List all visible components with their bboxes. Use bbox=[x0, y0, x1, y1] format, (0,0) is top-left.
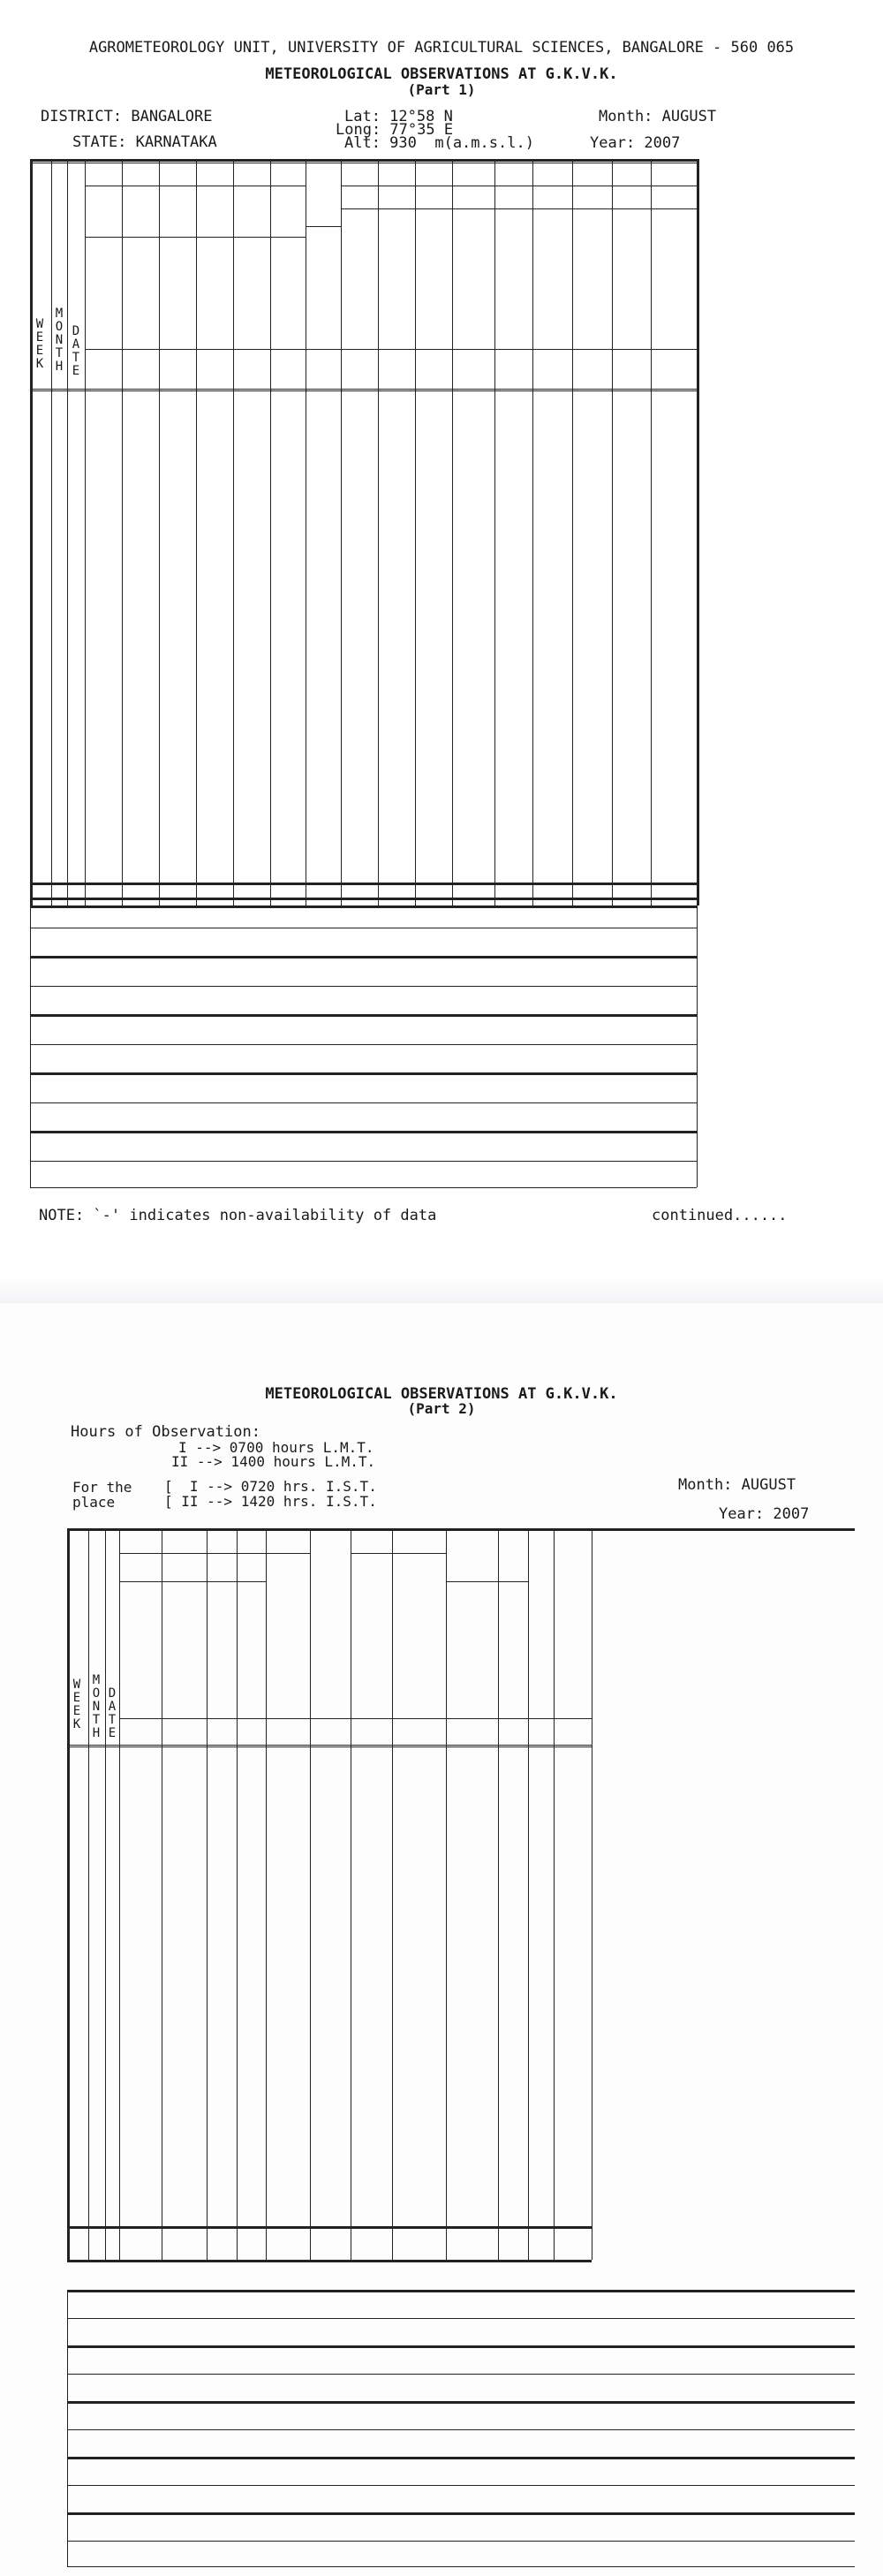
table-row bbox=[67, 566, 697, 582]
rule-line bbox=[67, 2457, 855, 2459]
table-row bbox=[67, 643, 697, 659]
rule-line bbox=[30, 1044, 697, 1045]
table-row bbox=[67, 690, 697, 706]
rule-line bbox=[67, 2260, 592, 2262]
rule-line bbox=[446, 1581, 528, 1582]
table-row bbox=[67, 674, 697, 690]
table-row bbox=[67, 443, 697, 458]
header-week: W E E K bbox=[35, 317, 44, 371]
table-row bbox=[67, 721, 697, 737]
table-row bbox=[67, 628, 697, 644]
note-text: NOTE: `-' indicates non-availability of data bbox=[39, 1207, 437, 1224]
table-row bbox=[67, 736, 697, 752]
rule-line bbox=[67, 2541, 855, 2542]
month-label-2: Month: AUGUST bbox=[678, 1476, 796, 1494]
table-row bbox=[67, 535, 697, 551]
column-divider bbox=[67, 2290, 68, 2566]
table-row bbox=[67, 474, 697, 489]
rule-line bbox=[67, 2566, 855, 2567]
table-row bbox=[67, 845, 697, 860]
table-row bbox=[67, 396, 697, 412]
institution-header: AGROMETEOROLOGY UNIT, UNIVERSITY OF AGRICULTURAL SCIENCES, BANGALORE - 560 065 bbox=[88, 39, 795, 57]
table-row bbox=[67, 489, 697, 504]
rule-line bbox=[85, 349, 697, 350]
table-row bbox=[67, 705, 697, 721]
rule-line bbox=[351, 1553, 446, 1554]
report-title: METEOROLOGICAL OBSERVATIONS AT G.K.V.K. bbox=[265, 65, 618, 83]
report-part: (Part 1) bbox=[407, 81, 476, 98]
column-divider bbox=[30, 898, 31, 1187]
header-date-2: D A T E bbox=[108, 1686, 117, 1740]
altitude-label: Alt: 930 m(a.m.s.l.) bbox=[344, 134, 534, 152]
table-row bbox=[67, 814, 697, 830]
rule-line bbox=[306, 226, 341, 227]
rule-line bbox=[30, 159, 697, 162]
table-row bbox=[67, 427, 697, 443]
table-row bbox=[67, 597, 697, 613]
place-label: For the place bbox=[72, 1479, 132, 1511]
table-row bbox=[67, 412, 697, 428]
table-row bbox=[67, 860, 697, 875]
table-row bbox=[67, 767, 697, 783]
rule-line bbox=[67, 2401, 855, 2404]
column-divider bbox=[51, 159, 52, 905]
column-divider bbox=[105, 1528, 106, 2260]
rule-line bbox=[30, 883, 697, 885]
rule-line bbox=[30, 1014, 697, 1017]
header-month: M O N T H bbox=[55, 307, 64, 374]
column-divider bbox=[528, 1528, 529, 2260]
place-line-1: [ I --> 0720 hrs. I.S.T. bbox=[164, 1478, 377, 1495]
rule-line bbox=[67, 1746, 592, 1747]
column-divider bbox=[697, 898, 698, 1187]
month-label: Month: AUGUST bbox=[599, 108, 717, 125]
column-divider bbox=[207, 1528, 208, 2260]
column-divider bbox=[266, 1528, 267, 2260]
report-title-2: METEOROLOGICAL OBSERVATIONS AT G.K.V.K. bbox=[265, 1385, 618, 1403]
table-row bbox=[67, 458, 697, 474]
rule-line bbox=[67, 2485, 855, 2486]
column-divider bbox=[310, 1528, 311, 2260]
column-divider bbox=[119, 1528, 120, 2260]
table-row bbox=[67, 612, 697, 628]
year-label-2: Year: 2007 bbox=[719, 1505, 810, 1523]
rule-line bbox=[30, 956, 697, 958]
rule-line bbox=[119, 1553, 310, 1554]
rule-line bbox=[85, 237, 306, 238]
continued-text: continued...... bbox=[652, 1207, 788, 1224]
rule-line bbox=[30, 986, 697, 987]
rule-line bbox=[30, 905, 697, 908]
table-row bbox=[67, 581, 697, 597]
rule-line bbox=[67, 1745, 592, 1746]
rule-line bbox=[119, 1718, 592, 1719]
rule-line bbox=[30, 389, 697, 390]
page-part-2 bbox=[0, 1303, 883, 2576]
column-divider bbox=[237, 1528, 238, 2260]
table-row bbox=[67, 798, 697, 814]
rule-line bbox=[341, 208, 697, 209]
column-divider bbox=[697, 159, 699, 905]
rule-line bbox=[30, 1131, 697, 1133]
rule-line bbox=[30, 390, 697, 391]
report-part-2: (Part 2) bbox=[407, 1400, 476, 1417]
district-label: DISTRICT: BANGALORE bbox=[41, 108, 213, 125]
rule-line bbox=[119, 1581, 266, 1582]
column-divider bbox=[554, 1528, 555, 2260]
table-row bbox=[67, 783, 697, 799]
rule-line bbox=[67, 2290, 855, 2292]
rule-line bbox=[67, 2226, 592, 2229]
rule-line bbox=[67, 2512, 855, 2515]
place-line-2: [ II --> 1420 hrs. I.S.T. bbox=[164, 1493, 377, 1510]
rule-line bbox=[67, 2429, 855, 2430]
hours-line-1: I --> 0700 hours L.M.T. bbox=[178, 1439, 374, 1456]
table-row bbox=[67, 519, 697, 535]
state-label: STATE: KARNATAKA bbox=[72, 133, 217, 151]
header-month-2: M O N T H bbox=[92, 1673, 101, 1740]
hours-line-2: II --> 1400 hours L.M.T. bbox=[171, 1453, 376, 1470]
rule-line bbox=[30, 1187, 697, 1188]
column-divider bbox=[67, 1528, 70, 2260]
column-divider bbox=[498, 1528, 499, 2260]
table-row bbox=[67, 752, 697, 768]
column-divider bbox=[446, 1528, 447, 2260]
rule-line bbox=[67, 2318, 855, 2319]
rule-line bbox=[30, 1161, 697, 1162]
table-row bbox=[67, 550, 697, 566]
header-week-2: W E E K bbox=[72, 1678, 81, 1731]
year-label: Year: 2007 bbox=[590, 134, 681, 152]
rule-line bbox=[67, 2345, 855, 2348]
rule-line bbox=[30, 898, 697, 900]
column-divider bbox=[392, 1528, 393, 2260]
table-row bbox=[67, 829, 697, 845]
rule-line bbox=[67, 1528, 855, 1531]
column-divider bbox=[30, 159, 33, 905]
rule-line bbox=[30, 1072, 697, 1075]
latitude-label: Lat: 12°58 N bbox=[344, 108, 453, 125]
table-row bbox=[67, 659, 697, 675]
hours-title: Hours of Observation: bbox=[71, 1423, 260, 1441]
rule-line bbox=[30, 1102, 697, 1103]
table-row bbox=[67, 504, 697, 520]
longitude-label: Long: 77°35 E bbox=[336, 121, 454, 139]
header-date: D A T E bbox=[72, 324, 80, 378]
rule-line bbox=[67, 2374, 855, 2375]
column-divider bbox=[88, 1528, 89, 2260]
